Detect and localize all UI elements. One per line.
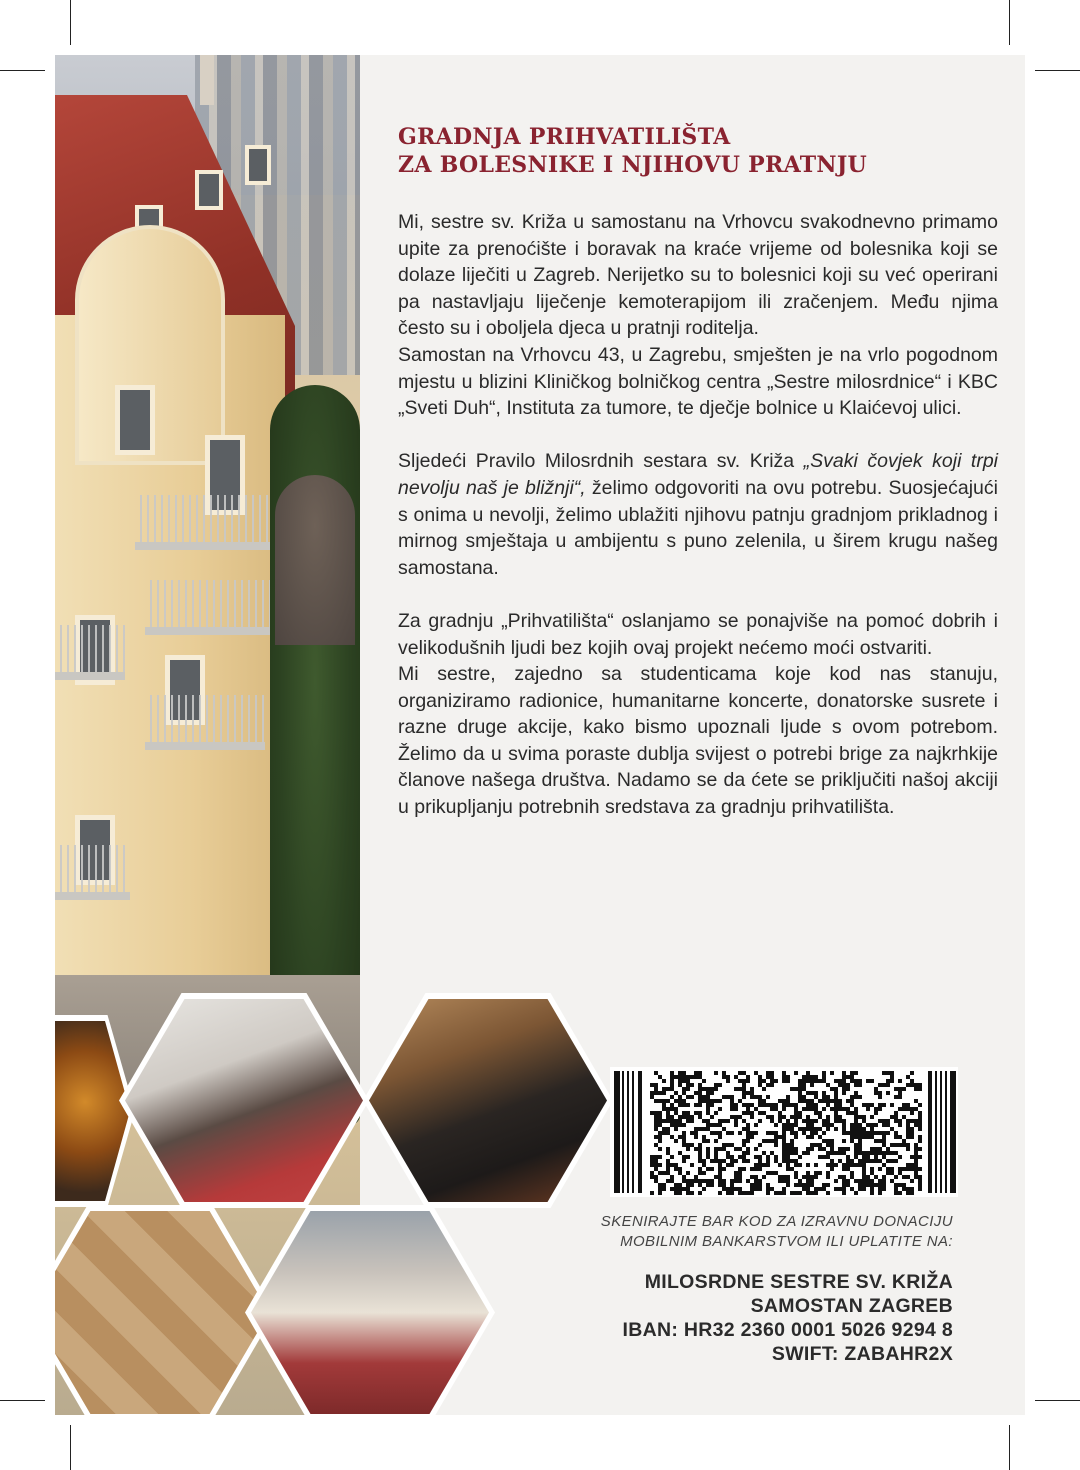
- paragraph: Mi, sestre sv. Križa u samostanu na Vrhovcu svakodnevno primamo upite za prenoćište i boravak na kraće vrijeme od bolesnika koji se dolaze liječiti u Zagreb. Nerijetko su to bolesnici koji su već operirani pa nastavljaju liječenje kemoterapijom ili zračenjem. Među njima često su i oboljela djeca u pratnji roditelja.: [398, 211, 998, 340]
- paragraph-text: Sljedeći Pravilo Milosrdnih sestara sv. Križa: [398, 450, 804, 473]
- scan-line: MOBILNIM BANKARSTVOM ILI UPLATITE NA:: [620, 1233, 953, 1250]
- paragraph: Za gradnju „Prihvatilišta“ oslanjamo se ponajviše na pomoć dobrih i velikodušnih ljudi bez kojih ovaj projekt nećemo moći ostvariti.: [398, 609, 998, 659]
- leaflet-page: [55, 55, 1025, 1415]
- motto-quote: „Svaki čovjek koji trpi nevolju naš je bližnji“,: [398, 450, 998, 499]
- crop-mark: [70, 1425, 71, 1470]
- crop-mark: [1035, 70, 1080, 71]
- scan-line: SKENIRAJTE BAR KOD ZA IZRAVNU DONACIJU: [600, 1213, 953, 1230]
- barcode-icon: [610, 1067, 958, 1197]
- paragraph: Mi sestre, zajedno sa studenticama koje kod nas stanuju, organiziramo radionice, humanitarne koncerte, donatorske susrete i razne druge akcije, kako bismo upoznali ljude s ovom potrebom. Želimo da u svima poraste dublja svijest o potrebi brige za najkrhkije članove našega društva. Nadamo se da ćete se priključiti našoj akciji u prikupljanju potrebnih sredstava za gradnju prihvatilišta.: [398, 663, 998, 819]
- article: [398, 123, 998, 821]
- crop-mark: [70, 0, 71, 45]
- iban: IBAN: HR32 2360 0001 5026 9294 8: [622, 1319, 953, 1341]
- title-line: GRADNJA PRIHVATILIŠTA: [398, 124, 731, 150]
- crop-mark: [0, 1400, 45, 1401]
- title-line: ZA BOLESNIKE I NJIHOVU PRATNJU: [398, 152, 868, 178]
- organization-location: SAMOSTAN ZAGREB: [750, 1295, 953, 1317]
- crop-mark: [0, 70, 45, 71]
- bank-details: [575, 1270, 953, 1366]
- crop-mark: [1035, 1400, 1080, 1401]
- swift: SWIFT: ZABAHR2X: [771, 1343, 953, 1365]
- paragraph: [398, 448, 998, 581]
- paragraph-text: želimo odgovoriti na ovu potrebu. Suosjećajući s onima u nevolji, želimo ublažiti njihovu patnju gradnjom prikladnog i mirnog smještaja u ambijentu s puno zelenila, u širem krugu našeg samostana.: [398, 476, 998, 579]
- paragraph: Samostan na Vrhovcu 43, u Zagrebu, smješten je na vrlo pogodnom mjestu u blizini Kliničkog bolničkog centra „Sestre milosrdnice“ i KBC „Sveti Duh“, Instituta za tumore, te dječje bolnice u Klaićevoj ulici.: [398, 343, 998, 420]
- page-title: [398, 123, 998, 179]
- scan-instructions: [575, 1212, 953, 1252]
- organization-name: MILOSRDNE SESTRE SV. KRIŽA: [644, 1271, 953, 1293]
- crop-mark: [1009, 1425, 1010, 1470]
- crop-mark: [1009, 0, 1010, 45]
